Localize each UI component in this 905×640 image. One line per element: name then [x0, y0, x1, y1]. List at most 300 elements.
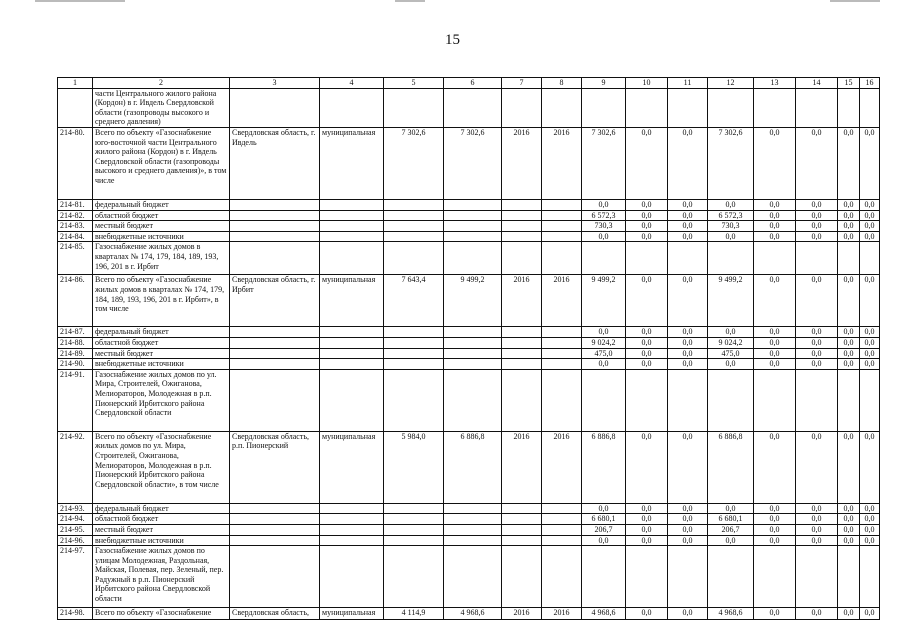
- financing-col-10: 0,0: [626, 221, 668, 232]
- total-financing: 475,0: [582, 348, 626, 359]
- end-year: 2016: [542, 608, 582, 620]
- financing-col-13: [754, 242, 796, 275]
- end-year: [542, 88, 582, 127]
- estimated-cost: [384, 221, 444, 232]
- total-financing: 6 886,8: [582, 431, 626, 503]
- object-name: внебюджетные источники: [93, 535, 230, 546]
- location: [230, 242, 320, 275]
- financing-col-16: 0,0: [860, 275, 880, 327]
- financing-col-15: [838, 546, 860, 608]
- financing-col-10: 0,0: [626, 608, 668, 620]
- estimated-cost: [384, 503, 444, 514]
- row-number: 214-83.: [58, 221, 93, 232]
- location: Свердловская область, р.п. Пионерский: [230, 431, 320, 503]
- row-number: 214-80.: [58, 127, 93, 199]
- financing-col-10: 0,0: [626, 275, 668, 327]
- location: Свердловская область, г. Ирбит: [230, 275, 320, 327]
- financing-col-14: [796, 242, 838, 275]
- contract-cost: [444, 231, 502, 242]
- column-number-1: 1: [58, 78, 93, 89]
- table-row: [58, 431, 880, 503]
- row-number: 214-82.: [58, 210, 93, 221]
- financing-col-14: 0,0: [796, 535, 838, 546]
- financing-col-16: [860, 369, 880, 431]
- estimated-cost: [384, 348, 444, 359]
- location: [230, 337, 320, 348]
- financing-col-13: 0,0: [754, 348, 796, 359]
- contract-cost: 4 968,6: [444, 608, 502, 620]
- financing-col-14: 0,0: [796, 327, 838, 338]
- start-year: 2016: [502, 431, 542, 503]
- contract-cost: [444, 337, 502, 348]
- object-name: Газоснабжение жилых домов по ул. Мира, Строителей, Ожиганова, Мелиораторов, Молодежная в р.п. Пионерский Ирбитского района Свердловской области: [93, 369, 230, 431]
- location: [230, 199, 320, 210]
- object-name: внебюджетные источники: [93, 359, 230, 370]
- financing-col-13: 0,0: [754, 431, 796, 503]
- financing-col-14: 0,0: [796, 359, 838, 370]
- location: [230, 546, 320, 608]
- ownership-type: муниципальная: [320, 275, 384, 327]
- financing-col-12: 4 968,6: [708, 608, 754, 620]
- financing-col-15: 0,0: [838, 127, 860, 199]
- column-number-9: 9: [582, 78, 626, 89]
- financing-col-12: [708, 242, 754, 275]
- start-year: [502, 199, 542, 210]
- financing-col-14: 0,0: [796, 348, 838, 359]
- financing-col-11: [668, 546, 708, 608]
- start-year: [502, 210, 542, 221]
- object-name: Всего по объекту «Газоснабжение: [93, 608, 230, 620]
- financing-col-11: 0,0: [668, 431, 708, 503]
- financing-col-12: 475,0: [708, 348, 754, 359]
- scan-edge-mark: [35, 0, 125, 2]
- estimated-cost: [384, 337, 444, 348]
- page-number: 15: [445, 32, 460, 48]
- financing-col-10: 0,0: [626, 535, 668, 546]
- contract-cost: [444, 535, 502, 546]
- object-name: федеральный бюджет: [93, 327, 230, 338]
- location: [230, 231, 320, 242]
- object-name: областной бюджет: [93, 514, 230, 525]
- object-name: областной бюджет: [93, 210, 230, 221]
- table-row: [58, 210, 880, 221]
- location: [230, 327, 320, 338]
- table-row: [58, 535, 880, 546]
- financing-col-10: [626, 546, 668, 608]
- row-number: 214-94.: [58, 514, 93, 525]
- financing-col-11: 0,0: [668, 210, 708, 221]
- row-number: 214-90.: [58, 359, 93, 370]
- estimated-cost: [384, 199, 444, 210]
- ownership-type: [320, 221, 384, 232]
- contract-cost: [444, 514, 502, 525]
- financing-col-11: [668, 242, 708, 275]
- column-number-6: 6: [444, 78, 502, 89]
- financing-col-16: 0,0: [860, 221, 880, 232]
- financing-col-10: 0,0: [626, 348, 668, 359]
- start-year: 2016: [502, 608, 542, 620]
- financing-col-11: 0,0: [668, 514, 708, 525]
- financing-col-10: 0,0: [626, 359, 668, 370]
- financing-col-14: 0,0: [796, 231, 838, 242]
- total-financing: 730,3: [582, 221, 626, 232]
- table-row: [58, 337, 880, 348]
- ownership-type: муниципальная: [320, 127, 384, 199]
- column-number-10: 10: [626, 78, 668, 89]
- end-year: [542, 221, 582, 232]
- financing-col-15: 0,0: [838, 275, 860, 327]
- total-financing: 9 499,2: [582, 275, 626, 327]
- financing-col-13: 0,0: [754, 231, 796, 242]
- financing-col-12: 6 680,1: [708, 514, 754, 525]
- row-number: 214-89.: [58, 348, 93, 359]
- start-year: [502, 359, 542, 370]
- end-year: [542, 359, 582, 370]
- financing-col-13: 0,0: [754, 503, 796, 514]
- financing-col-15: 0,0: [838, 535, 860, 546]
- financing-col-16: 0,0: [860, 231, 880, 242]
- contract-cost: 9 499,2: [444, 275, 502, 327]
- financing-col-13: 0,0: [754, 327, 796, 338]
- ownership-type: [320, 546, 384, 608]
- financing-col-15: 0,0: [838, 221, 860, 232]
- end-year: [542, 369, 582, 431]
- table-row: [58, 275, 880, 327]
- total-financing: [582, 88, 626, 127]
- object-name: федеральный бюджет: [93, 199, 230, 210]
- column-number-8: 8: [542, 78, 582, 89]
- ownership-type: [320, 242, 384, 275]
- estimated-cost: 4 114,9: [384, 608, 444, 620]
- financing-col-10: 0,0: [626, 127, 668, 199]
- financing-col-12: 730,3: [708, 221, 754, 232]
- ownership-type: [320, 359, 384, 370]
- start-year: [502, 221, 542, 232]
- start-year: [502, 369, 542, 431]
- end-year: [542, 242, 582, 275]
- financing-col-13: 0,0: [754, 608, 796, 620]
- financing-col-12: 0,0: [708, 327, 754, 338]
- end-year: [542, 337, 582, 348]
- row-number: 214-81.: [58, 199, 93, 210]
- location: Свердловская область, г. Ивдель: [230, 127, 320, 199]
- end-year: [542, 535, 582, 546]
- estimated-cost: [384, 535, 444, 546]
- financing-col-11: 0,0: [668, 275, 708, 327]
- financing-col-12: 7 302,6: [708, 127, 754, 199]
- financing-col-14: 0,0: [796, 199, 838, 210]
- financing-col-14: 0,0: [796, 127, 838, 199]
- financing-col-16: [860, 242, 880, 275]
- estimated-cost: [384, 546, 444, 608]
- table-row: [58, 199, 880, 210]
- contract-cost: [444, 546, 502, 608]
- financing-col-14: [796, 88, 838, 127]
- financing-col-13: 0,0: [754, 359, 796, 370]
- financing-col-16: 0,0: [860, 337, 880, 348]
- table-row: [58, 127, 880, 199]
- financing-col-15: [838, 369, 860, 431]
- column-number-16: 16: [860, 78, 880, 89]
- ownership-type: [320, 369, 384, 431]
- start-year: [502, 514, 542, 525]
- object-name: Всего по объекту «Газоснабжение жилых домов в кварталах № 174, 179, 184, 189, 193, 196, 201 в г. Ирбит», в том числе: [93, 275, 230, 327]
- end-year: 2016: [542, 275, 582, 327]
- financing-col-15: 0,0: [838, 327, 860, 338]
- ownership-type: [320, 337, 384, 348]
- location: [230, 503, 320, 514]
- financing-col-13: 0,0: [754, 127, 796, 199]
- row-number: 214-93.: [58, 503, 93, 514]
- financing-col-14: 0,0: [796, 514, 838, 525]
- scan-edge-mark: [830, 0, 880, 2]
- column-number-4: 4: [320, 78, 384, 89]
- location: [230, 210, 320, 221]
- financing-col-16: 0,0: [860, 327, 880, 338]
- financing-col-15: [838, 242, 860, 275]
- financing-col-14: 0,0: [796, 210, 838, 221]
- financing-col-10: 0,0: [626, 199, 668, 210]
- estimated-cost: [384, 327, 444, 338]
- total-financing: 0,0: [582, 359, 626, 370]
- location: [230, 514, 320, 525]
- financing-col-15: 0,0: [838, 359, 860, 370]
- financing-col-10: 0,0: [626, 337, 668, 348]
- object-name: Газоснабжение жилых домов по улицам Молодежная, Раздольная, Майская, Полевая, пер. Зеленый, пер. Радужный в р.п. Пионерский Ирбитского района Свердловской области: [93, 546, 230, 608]
- start-year: [502, 503, 542, 514]
- location: [230, 88, 320, 127]
- financing-col-12: 0,0: [708, 199, 754, 210]
- location: [230, 369, 320, 431]
- financing-col-12: 9 024,2: [708, 337, 754, 348]
- estimated-cost: [384, 88, 444, 127]
- row-number: 214-98.: [58, 608, 93, 620]
- contract-cost: [444, 503, 502, 514]
- financing-col-12: [708, 369, 754, 431]
- financing-col-13: 0,0: [754, 275, 796, 327]
- start-year: [502, 535, 542, 546]
- total-financing: 7 302,6: [582, 127, 626, 199]
- total-financing: [582, 546, 626, 608]
- financing-col-11: 0,0: [668, 608, 708, 620]
- financing-col-10: 0,0: [626, 210, 668, 221]
- financing-col-16: 0,0: [860, 348, 880, 359]
- estimated-cost: [384, 369, 444, 431]
- contract-cost: [444, 359, 502, 370]
- estimated-cost: [384, 242, 444, 275]
- contract-cost: 6 886,8: [444, 431, 502, 503]
- location: [230, 221, 320, 232]
- start-year: [502, 88, 542, 127]
- object-name: Газоснабжение жилых домов в кварталах № 174, 179, 184, 189, 193, 196, 201 в г. Ирбит: [93, 242, 230, 275]
- column-number-2: 2: [93, 78, 230, 89]
- location: [230, 535, 320, 546]
- financing-col-15: 0,0: [838, 348, 860, 359]
- financing-col-14: 0,0: [796, 431, 838, 503]
- financing-col-11: 0,0: [668, 327, 708, 338]
- start-year: 2016: [502, 127, 542, 199]
- end-year: [542, 348, 582, 359]
- row-number: 214-85.: [58, 242, 93, 275]
- estimated-cost: [384, 514, 444, 525]
- total-financing: 206,7: [582, 524, 626, 535]
- end-year: [542, 327, 582, 338]
- scan-edge-mark: [395, 0, 425, 2]
- ownership-type: [320, 348, 384, 359]
- object-name: местный бюджет: [93, 221, 230, 232]
- financing-col-15: [838, 88, 860, 127]
- financing-col-16: [860, 546, 880, 608]
- contract-cost: [444, 327, 502, 338]
- row-number: 214-95.: [58, 524, 93, 535]
- column-number-7: 7: [502, 78, 542, 89]
- financing-col-13: [754, 369, 796, 431]
- financing-col-10: 0,0: [626, 524, 668, 535]
- contract-cost: 7 302,6: [444, 127, 502, 199]
- total-financing: 0,0: [582, 199, 626, 210]
- contract-cost: [444, 221, 502, 232]
- row-number: 214-97.: [58, 546, 93, 608]
- financing-col-15: 0,0: [838, 524, 860, 535]
- ownership-type: [320, 535, 384, 546]
- total-financing: 0,0: [582, 503, 626, 514]
- column-number-3: 3: [230, 78, 320, 89]
- estimated-cost: [384, 359, 444, 370]
- total-financing: [582, 242, 626, 275]
- estimated-cost: 7 643,4: [384, 275, 444, 327]
- financing-col-10: [626, 369, 668, 431]
- column-number-11: 11: [668, 78, 708, 89]
- end-year: 2016: [542, 127, 582, 199]
- financing-col-11: 0,0: [668, 337, 708, 348]
- ownership-type: [320, 210, 384, 221]
- total-financing: 4 968,6: [582, 608, 626, 620]
- location: Свердловская область,: [230, 608, 320, 620]
- estimated-cost: [384, 524, 444, 535]
- row-number: 214-91.: [58, 369, 93, 431]
- financing-col-13: 0,0: [754, 514, 796, 525]
- financing-col-11: 0,0: [668, 503, 708, 514]
- start-year: [502, 242, 542, 275]
- financing-col-11: 0,0: [668, 535, 708, 546]
- financing-col-16: 0,0: [860, 127, 880, 199]
- end-year: [542, 524, 582, 535]
- financing-col-13: 0,0: [754, 210, 796, 221]
- financing-col-16: 0,0: [860, 210, 880, 221]
- table-row: [58, 608, 880, 620]
- financing-col-15: 0,0: [838, 608, 860, 620]
- end-year: [542, 514, 582, 525]
- ownership-type: [320, 199, 384, 210]
- financing-col-12: 9 499,2: [708, 275, 754, 327]
- object-name: местный бюджет: [93, 524, 230, 535]
- ownership-type: [320, 88, 384, 127]
- ownership-type: [320, 524, 384, 535]
- column-number-5: 5: [384, 78, 444, 89]
- total-financing: 0,0: [582, 327, 626, 338]
- financing-col-14: 0,0: [796, 608, 838, 620]
- ownership-type: [320, 231, 384, 242]
- object-name: Всего по объекту «Газоснабжение жилых домов по ул. Мира, Строителей, Ожиганова, Мелиораторов, Молодежная в р.п. Пионерский Ирбитского района Свердловской области», в том числе: [93, 431, 230, 503]
- financing-col-15: 0,0: [838, 503, 860, 514]
- financing-col-16: 0,0: [860, 431, 880, 503]
- end-year: [542, 199, 582, 210]
- financing-col-16: 0,0: [860, 199, 880, 210]
- financing-col-15: 0,0: [838, 231, 860, 242]
- financing-col-14: 0,0: [796, 337, 838, 348]
- financing-col-14: 0,0: [796, 221, 838, 232]
- table-row: [58, 221, 880, 232]
- financing-col-11: 0,0: [668, 359, 708, 370]
- contract-cost: [444, 242, 502, 275]
- start-year: 2016: [502, 275, 542, 327]
- table-row: [58, 242, 880, 275]
- contract-cost: [444, 210, 502, 221]
- financing-col-13: 0,0: [754, 221, 796, 232]
- contract-cost: [444, 88, 502, 127]
- financing-col-10: 0,0: [626, 503, 668, 514]
- financing-col-13: [754, 546, 796, 608]
- start-year: [502, 231, 542, 242]
- end-year: [542, 210, 582, 221]
- financing-col-12: [708, 88, 754, 127]
- object-name: федеральный бюджет: [93, 503, 230, 514]
- financing-col-12: 0,0: [708, 359, 754, 370]
- total-financing: 6 572,3: [582, 210, 626, 221]
- location: [230, 348, 320, 359]
- financing-col-12: 206,7: [708, 524, 754, 535]
- financing-col-10: 0,0: [626, 231, 668, 242]
- object-name: части Центрального жилого района (Кордон) в г. Ивдель Свердловской области (газопроводы высокого и среднего давления): [93, 88, 230, 127]
- start-year: [502, 524, 542, 535]
- financing-col-10: [626, 88, 668, 127]
- estimated-cost: 7 302,6: [384, 127, 444, 199]
- ownership-type: [320, 503, 384, 514]
- row-number: 214-96.: [58, 535, 93, 546]
- financing-col-13: 0,0: [754, 524, 796, 535]
- financing-col-10: 0,0: [626, 327, 668, 338]
- table-row: [58, 327, 880, 338]
- ownership-type: [320, 514, 384, 525]
- table-row: [58, 524, 880, 535]
- financing-col-16: 0,0: [860, 503, 880, 514]
- total-financing: 0,0: [582, 535, 626, 546]
- contract-cost: [444, 524, 502, 535]
- ownership-type: муниципальная: [320, 608, 384, 620]
- financing-col-11: [668, 88, 708, 127]
- financing-col-15: 0,0: [838, 431, 860, 503]
- end-year: [542, 546, 582, 608]
- start-year: [502, 337, 542, 348]
- financing-col-16: 0,0: [860, 608, 880, 620]
- financing-col-11: 0,0: [668, 231, 708, 242]
- end-year: 2016: [542, 431, 582, 503]
- financing-col-11: 0,0: [668, 221, 708, 232]
- table-row: [58, 514, 880, 525]
- financing-col-11: 0,0: [668, 348, 708, 359]
- financing-col-10: 0,0: [626, 514, 668, 525]
- row-number: 214-86.: [58, 275, 93, 327]
- column-number-13: 13: [754, 78, 796, 89]
- estimated-cost: [384, 210, 444, 221]
- financing-col-12: [708, 546, 754, 608]
- row-number: [58, 88, 93, 127]
- financing-col-14: [796, 369, 838, 431]
- start-year: [502, 348, 542, 359]
- financing-col-11: 0,0: [668, 127, 708, 199]
- financing-col-12: 0,0: [708, 535, 754, 546]
- location: [230, 524, 320, 535]
